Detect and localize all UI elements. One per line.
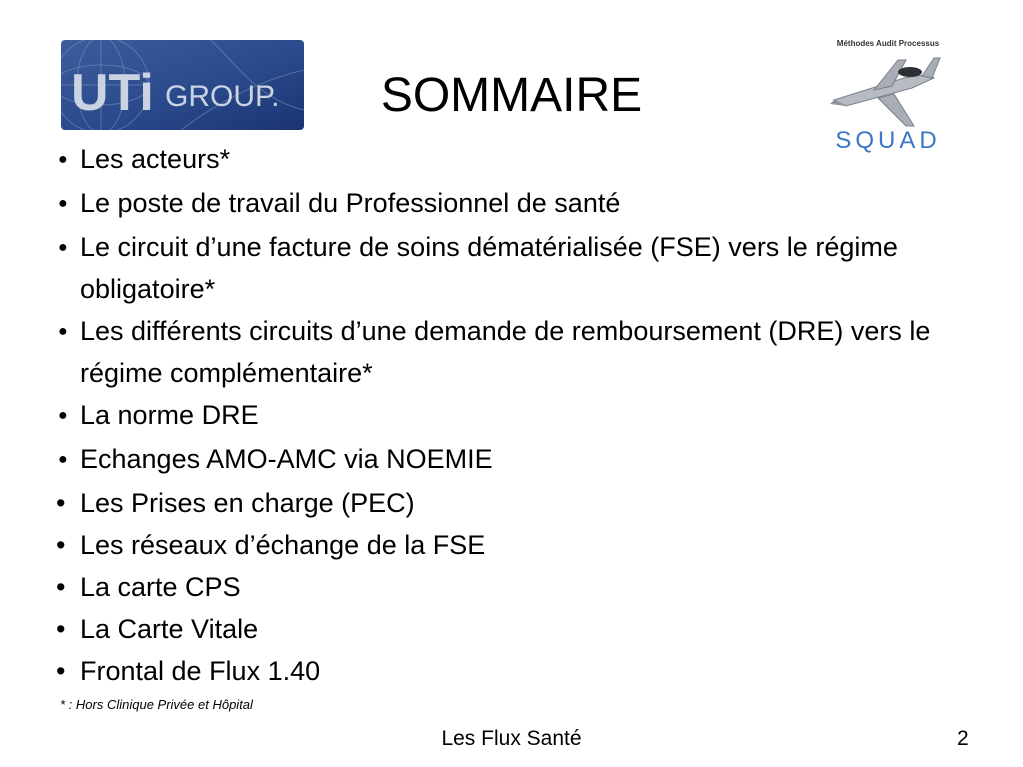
svg-text:GROUP.: GROUP. [165, 80, 280, 113]
bullet-icon: • [56, 530, 66, 560]
agenda-item [56, 482, 986, 524]
agenda-list [56, 138, 986, 692]
agenda-item [56, 650, 986, 692]
bullet-icon: ● [58, 239, 68, 256]
svg-text:SQUAD: SQUAD [835, 127, 941, 154]
agenda-item [56, 310, 986, 394]
agenda-item-text: La carte CPS [80, 572, 241, 602]
agenda-item-text: Frontal de Flux 1.40 [80, 656, 321, 686]
agenda-item-text: La Carte Vitale [80, 614, 259, 644]
bullet-icon: ● [58, 407, 68, 424]
bullet-icon: • [56, 656, 66, 686]
agenda-item [56, 138, 986, 182]
agenda-item-text: Les différents circuits d’une demande de remboursement (DRE) vers le régime complémentaire* [80, 316, 931, 388]
bullet-icon: ● [58, 195, 68, 212]
agenda-item-text: Echanges AMO-AMC via NOEMIE [80, 444, 493, 474]
bullet-icon: ● [58, 323, 68, 340]
agenda-item-text: Les acteurs* [80, 144, 231, 174]
svg-text:UTi: UTi [71, 64, 154, 122]
footer-title: Les Flux Santé [441, 727, 582, 750]
bullet-icon: • [56, 488, 66, 518]
agenda-item-text: Le poste de travail du Professionnel de santé [80, 188, 621, 218]
bullet-icon: ● [58, 151, 68, 168]
slide-title: SOMMAIRE [380, 69, 643, 122]
agenda-item [56, 438, 986, 482]
agenda-item-text: Le circuit d’une facture de soins dématérialisée (FSE) vers le régime obligatoire* [80, 232, 898, 304]
agenda-item [56, 182, 986, 226]
agenda-item [56, 566, 986, 608]
footnote: * : Hors Clinique Privée et Hôpital [60, 697, 253, 712]
agenda-item [56, 394, 986, 438]
agenda-item-text: La norme DRE [80, 400, 259, 430]
page-number: 2 [957, 727, 969, 750]
agenda-item-text: Les réseaux d’échange de la FSE [80, 530, 486, 560]
agenda-item [56, 608, 986, 650]
agenda-item [56, 226, 986, 310]
bullet-icon: ● [58, 451, 68, 468]
agenda-item [56, 524, 986, 566]
bullet-icon: • [56, 572, 66, 602]
svg-text:Méthodes Audit Processus: Méthodes Audit Processus [836, 39, 940, 48]
bullet-icon: • [56, 614, 66, 644]
agenda-item-text: Les Prises en charge (PEC) [80, 488, 415, 518]
